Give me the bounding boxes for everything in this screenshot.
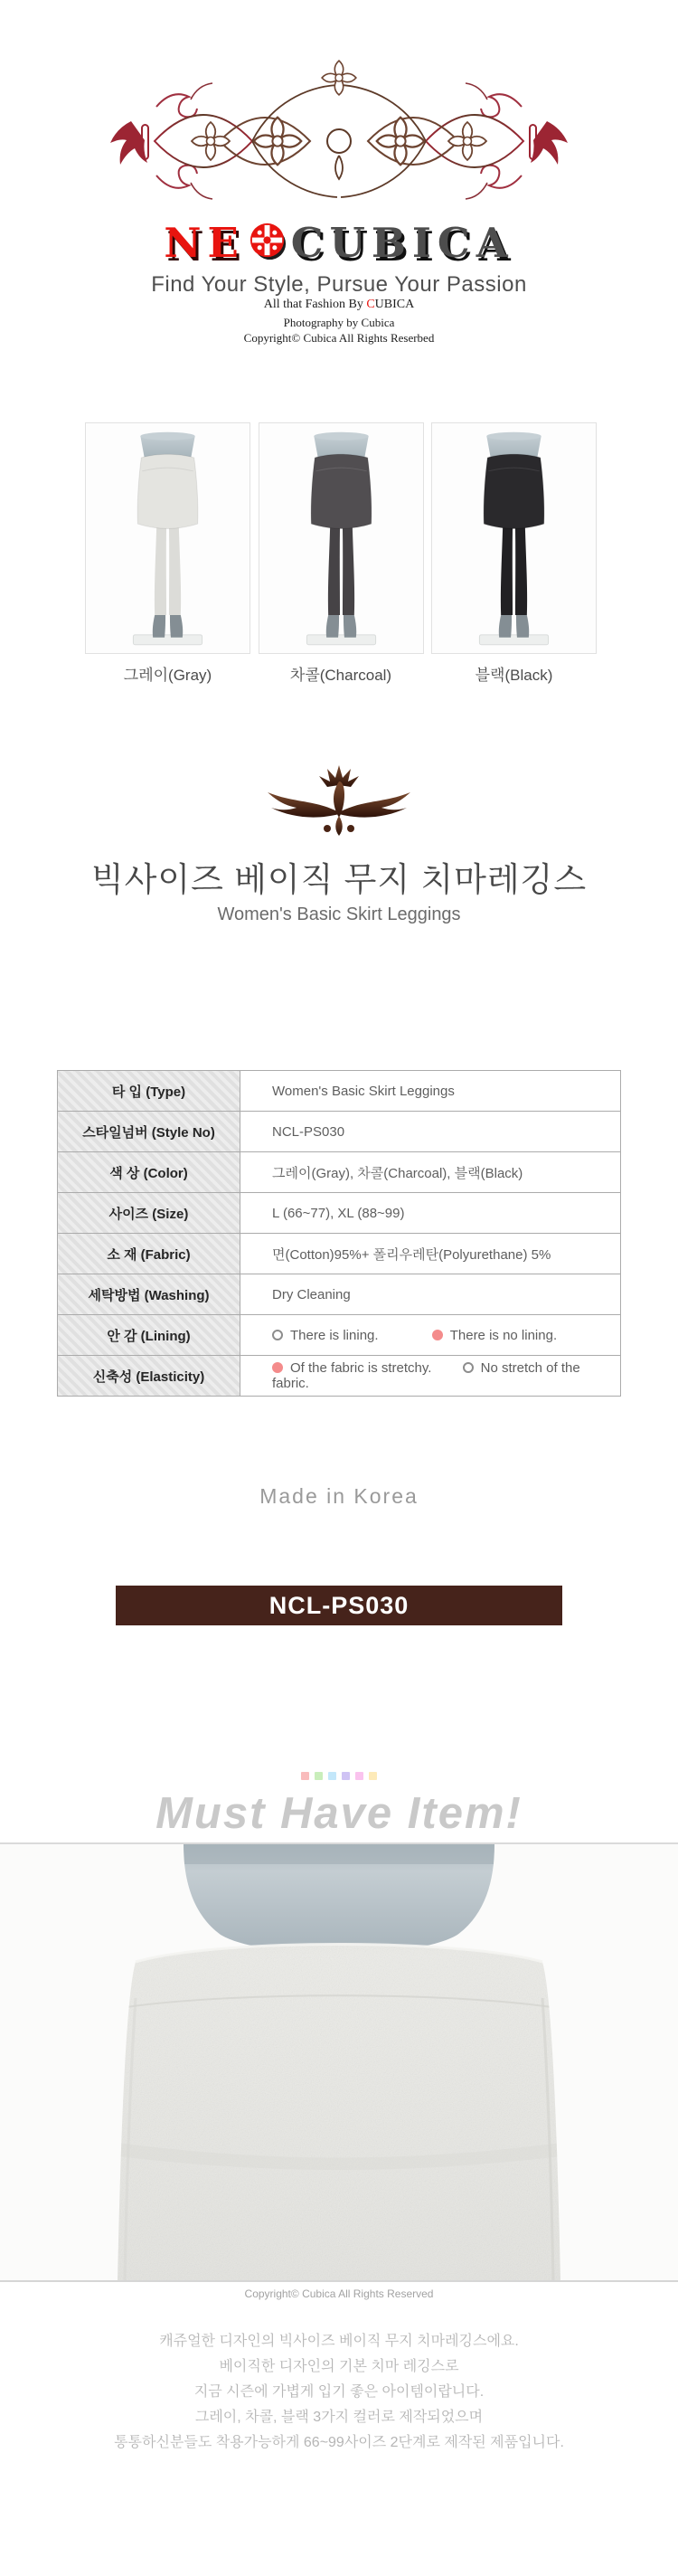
colorway-black-image — [431, 422, 597, 654]
colorway-charcoal-image — [259, 422, 424, 654]
spec-table — [57, 1070, 621, 1397]
spec-label: 소 재 (Fabric) — [58, 1234, 240, 1274]
spec-value: L (66~77), XL (88~99) — [240, 1193, 621, 1234]
spec-label: 안 감 (Lining) — [58, 1315, 240, 1356]
ornamental-flourish-icon — [104, 47, 574, 208]
spec-row-size — [58, 1193, 621, 1234]
logo-cross-medallion-icon — [245, 219, 291, 267]
description-line: 그레이, 차콜, 블랙 3가지 컬러로 제작되었으며 — [194, 2410, 484, 2425]
spec-value: NCL-PS030 — [240, 1112, 621, 1152]
colorway-gray — [85, 422, 250, 685]
radio-selected-icon — [272, 1362, 283, 1373]
spec-value: Of the fabric is stretchy. No stretch of the fabric. — [240, 1356, 621, 1397]
colorway-black — [431, 422, 597, 685]
spec-value: 면(Cotton)95%+ 폴리우레탄(Polyurethane) 5% — [240, 1234, 621, 1274]
spec-label: 사이즈 (Size) — [58, 1193, 240, 1234]
product-title: 빅사이즈 베이직 무지 치마레깅스 — [90, 861, 588, 898]
spec-label: 타 입 (Type) — [58, 1071, 240, 1112]
spec-row-elasticity — [58, 1356, 621, 1397]
spec-value: 그레이(Gray), 차콜(Charcoal), 블랙(Black) — [240, 1152, 621, 1193]
spec-row-type — [58, 1071, 621, 1112]
made-in-label: Made in Korea — [259, 1484, 419, 1508]
color-dot — [328, 1772, 336, 1780]
brand-subline-fashion: All that Fashion By CUBICA — [263, 298, 415, 311]
color-dot — [355, 1772, 363, 1780]
spec-label: 색 상 (Color) — [58, 1152, 240, 1193]
color-dots — [0, 1772, 678, 1781]
colorway-black-caption: 블랙(Black) — [475, 667, 553, 684]
brand-logo — [0, 219, 678, 267]
spec-row-washing — [58, 1274, 621, 1315]
colorway-gallery — [85, 422, 597, 685]
spec-label: 신축성 (Elasticity) — [58, 1356, 240, 1397]
color-dot — [301, 1772, 309, 1780]
color-dot — [369, 1772, 377, 1780]
product-description — [0, 2334, 678, 2460]
logo-text-neo: NE — [164, 219, 245, 267]
color-dot — [342, 1772, 350, 1780]
brand-subline-photography: Photography by Cubica — [283, 316, 395, 329]
spec-value: Dry Cleaning — [240, 1274, 621, 1315]
description-line: 캐쥬얼한 디자인의 빅사이즈 베이직 무지 치마레깅스에요. — [159, 2334, 519, 2349]
brand-tagline: Find Your Style, Pursue Your Passion — [151, 272, 527, 297]
must-have-headline: Must Have Item! — [155, 1789, 523, 1838]
divider-ornament-icon — [262, 762, 416, 843]
colorway-charcoal-caption: 차콜(Charcoal) — [289, 667, 392, 684]
spec-label: 스타일넘버 (Style No) — [58, 1112, 240, 1152]
radio-unselected-icon — [463, 1362, 474, 1373]
spec-value: There is lining. There is no lining. — [240, 1315, 621, 1356]
logo-text-cubica: CUBICA — [290, 219, 514, 267]
spec-label: 세탁방법 (Washing) — [58, 1274, 240, 1315]
spec-row-styleno — [58, 1112, 621, 1152]
spec-row-fabric — [58, 1234, 621, 1274]
brand-subline-copyright: Copyright© Cubica All Rights Reserbed — [243, 331, 435, 345]
colorway-charcoal — [259, 422, 424, 685]
spec-row-lining — [58, 1315, 621, 1356]
color-dot — [315, 1772, 323, 1780]
style-number-banner: NCL-PS030 — [116, 1586, 562, 1625]
description-line: 통통하신분들도 착용가능하게 66~99사이즈 2단계로 제작된 제품입니다. — [114, 2435, 564, 2450]
colorway-gray-caption: 그레이(Gray) — [123, 667, 212, 684]
spec-row-color — [58, 1152, 621, 1193]
radio-selected-icon — [432, 1330, 443, 1340]
product-photo — [0, 1842, 678, 2282]
product-subtitle: Women's Basic Skirt Leggings — [217, 904, 461, 924]
colorway-gray-image — [85, 422, 250, 654]
photo-copyright: Copyright© Cubica All Rights Reserved — [244, 2287, 434, 2300]
radio-unselected-icon — [272, 1330, 283, 1340]
spec-value: Women's Basic Skirt Leggings — [240, 1071, 621, 1112]
description-line: 베이직한 디자인의 기본 치마 레깅스로 — [219, 2359, 459, 2374]
description-line: 지금 시즌에 가볍게 입기 좋은 아이템이랍니다. — [193, 2384, 485, 2400]
